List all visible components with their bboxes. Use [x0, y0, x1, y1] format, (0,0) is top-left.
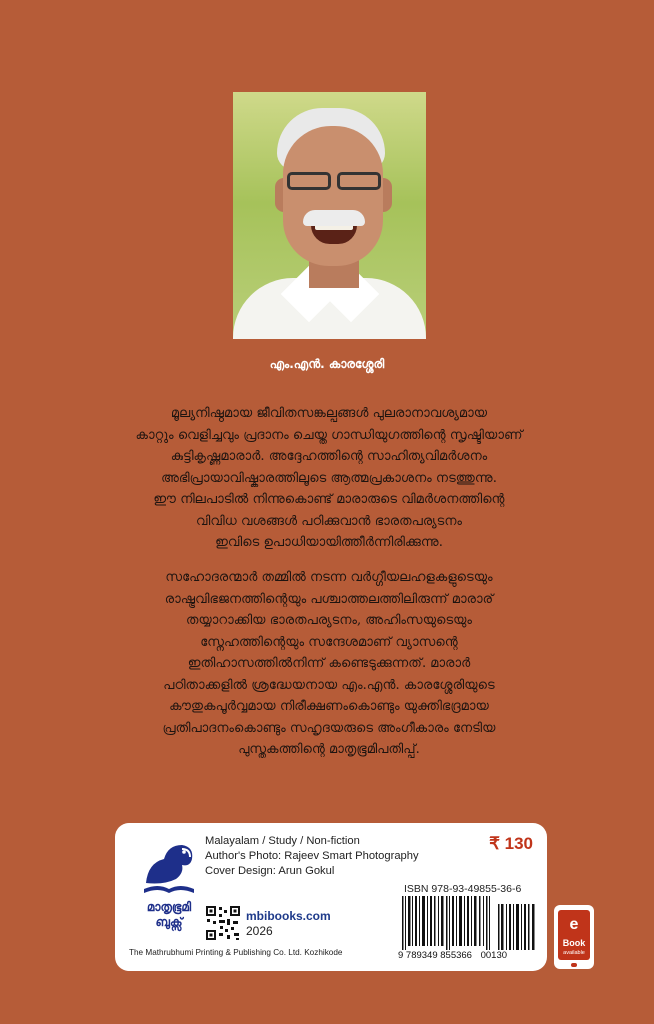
printer-credit: The Mathrubhumi Printing & Publishing Co. Ltd. Kozhikode: [129, 948, 343, 957]
qr-code-icon: [205, 905, 241, 941]
publisher-bird-logo-icon: [138, 839, 200, 895]
book-category: Malayalam / Study / Non-fiction: [205, 835, 360, 847]
ebook-screen: [558, 910, 590, 960]
publisher-website-link[interactable]: mbibooks.com: [246, 909, 331, 923]
barcode-icon: [400, 896, 538, 950]
blurb-line: മൂല്യനിഷ്ഠമായ ജീവിതസങ്കല്പങ്ങൾ പുലരാനാവശ്യമായ: [170, 406, 488, 421]
blurb-line: പ്രതിപാദനംകൊണ്ടും സഹൃദയരുടെ അംഗീകാരം നേടിയ: [162, 720, 496, 736]
blurb-line: അഭിപ്രായാവിഷ്കാരത്തിലൂടെ ആത്മപ്രകാശനം നടത്തുന്നു.: [161, 470, 497, 486]
back-cover-info-panel: [115, 823, 547, 971]
ebook-available-badge: [554, 905, 594, 969]
author-photo: [233, 92, 426, 339]
photo-glasses: [281, 172, 391, 192]
blurb-line: കൗതുകപൂർവ്വമായ നിരീക്ഷണംകൊണ്ടും യുക്തിഭദ്രമായ: [169, 699, 489, 714]
author-name: എം.എൻ. കാരശ്ശേരി: [269, 357, 385, 371]
ebook-letter: e: [569, 916, 579, 933]
barcode-addon-number: 00130: [480, 950, 508, 961]
photo-face: [283, 126, 383, 266]
blurb-line: രാഷ്ട്രവിഭജനത്തിന്റെയും പശ്ചാത്തലത്തിലിരുന്ന് മാരാര്: [164, 591, 494, 607]
publisher-logo-text: മാതൃഭൂമി ബുക്സ്: [146, 900, 192, 929]
blurb-line: സ്നേഹത്തിന്റെയും സന്ദേശമാണ് വ്യാസന്റെ: [200, 634, 458, 650]
barcode-digits: [398, 950, 513, 961]
publication-year: 2026: [246, 924, 273, 938]
blurb-line: ഈ നിലപാടിൽ നിന്നുകൊണ്ട് മാരാരുടെ വിമർശനത്തിന്റെ: [153, 492, 505, 507]
blurb-line: ഇതിഹാസത്തിൽനിന്ന് കണ്ടെടുക്കുന്നത്. മാരാർ: [187, 656, 471, 671]
photo-mustache: [303, 210, 365, 226]
ebook-home-button-icon: [571, 963, 577, 967]
blurb-line: വിവിധ വശങ്ങൾ പഠിക്കുവാൻ ഭാരതപര്യടനം: [196, 513, 462, 529]
blurb-line: പഠിതാക്കളിൽ ശ്രദ്ധേയനായ എം.എൻ. കാരശ്ശേരിയുടെ: [163, 677, 495, 693]
blurb-line: കുട്ടികൃഷ്ണമാരാർ. അദ്ദേഹത്തിന്റെ സാഹിത്യവിമർശനം: [170, 449, 488, 464]
blurb-paragraph-1: [120, 403, 538, 554]
photo-credit: Author's Photo: Rajeev Smart Photography: [205, 850, 419, 862]
blurb-line: തയ്യാറാക്കിയ ഭാരതപര്യടനം, അഹിംസയുടെയും: [185, 613, 473, 628]
ebook-sublabel: available: [563, 950, 585, 956]
cover-design-credit: Cover Design: Arun Gokul: [205, 865, 335, 877]
blurb-line: പുസ്തകത്തിന്റെ മാതൃഭൂമിപതിപ്പ്.: [238, 742, 420, 757]
price-label: ₹ 130: [489, 834, 533, 853]
blurb-paragraph-2: [120, 567, 538, 761]
blurb-line: ഇവിടെ ഉപാധിയായിത്തീർന്നിരിക്കുന്നു.: [215, 535, 443, 550]
barcode-number: 9 789349 855366: [398, 950, 472, 961]
blurb-line: സഹോദരന്മാർ തമ്മിൽ നടന്ന വർഗ്ഗീയലഹളകളുടെയും: [165, 570, 493, 585]
book-meta: [205, 834, 419, 879]
blurb-line: കാറ്റും വെളിച്ചവും പ്രദാനം ചെയ്ത ഗാന്ധിയുഗത്തിന്റെ സൃഷ്ടിയാണ്: [135, 427, 523, 443]
isbn-label: ISBN 978-93-49855-36-6: [404, 883, 522, 895]
ebook-label: Book: [562, 938, 586, 948]
